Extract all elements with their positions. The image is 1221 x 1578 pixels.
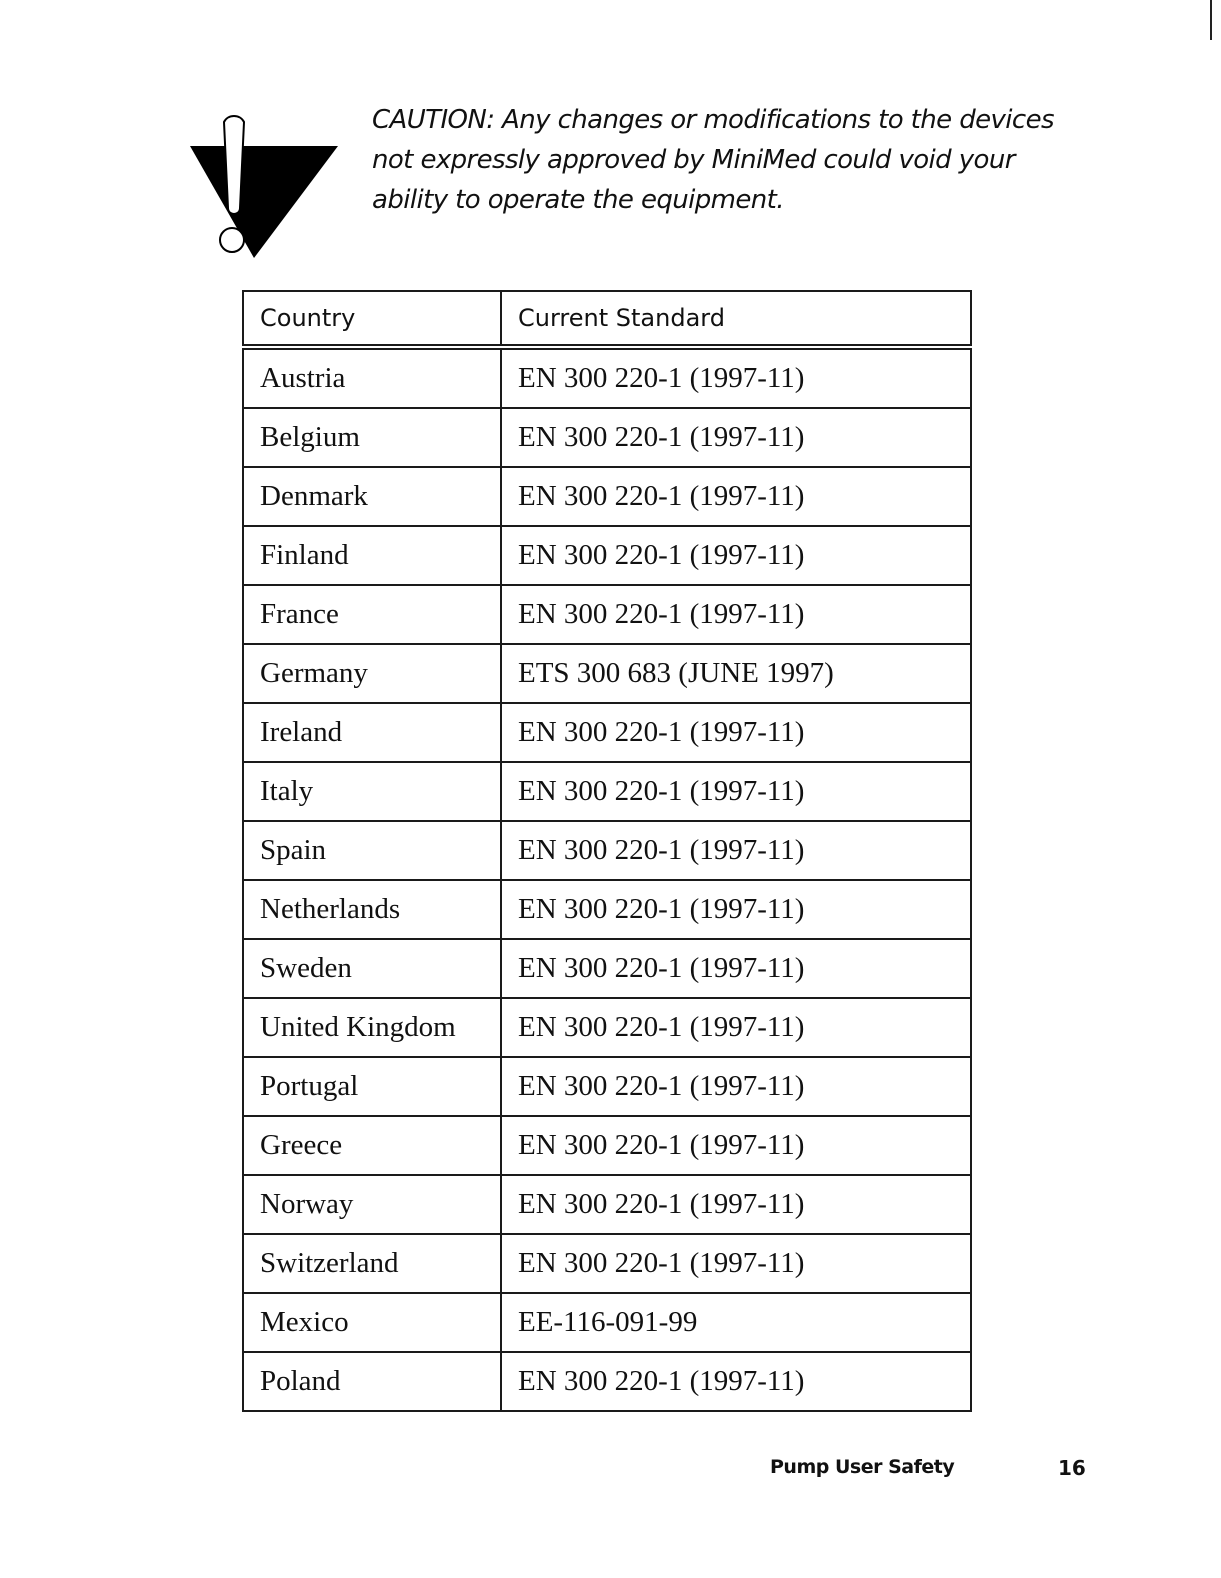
header-country: Country	[243, 291, 501, 347]
standard-cell: EN 300 220-1 (1997-11)	[501, 347, 971, 408]
caution-warning-icon	[188, 112, 340, 260]
country-cell: Italy	[243, 762, 501, 821]
country-cell: Germany	[243, 644, 501, 703]
table-row	[243, 644, 971, 703]
standard-cell: EN 300 220-1 (1997-11)	[501, 1352, 971, 1411]
table-row	[243, 1234, 971, 1293]
table-row	[243, 762, 971, 821]
table-row	[243, 998, 971, 1057]
country-cell: Mexico	[243, 1293, 501, 1352]
country-cell: Finland	[243, 526, 501, 585]
caution-notice: CAUTION: Any changes or modifications to the devices not expressly approved by MiniMed could void your ability to operate the equipment.	[372, 105, 1054, 215]
table-row	[243, 1116, 971, 1175]
standard-cell: EN 300 220-1 (1997-11)	[501, 585, 971, 644]
country-cell: Netherlands	[243, 880, 501, 939]
country-cell: France	[243, 585, 501, 644]
country-cell: Switzerland	[243, 1234, 501, 1293]
page-edge-mark	[1210, 0, 1212, 40]
standard-cell: EN 300 220-1 (1997-11)	[501, 408, 971, 467]
country-standards-table	[242, 290, 972, 1412]
table-row	[243, 703, 971, 762]
standard-cell: EN 300 220-1 (1997-11)	[501, 821, 971, 880]
country-cell: Portugal	[243, 1057, 501, 1116]
standard-cell: EN 300 220-1 (1997-11)	[501, 880, 971, 939]
table-row	[243, 585, 971, 644]
standard-cell: EN 300 220-1 (1997-11)	[501, 1234, 971, 1293]
table-row	[243, 1293, 971, 1352]
country-cell: Spain	[243, 821, 501, 880]
standard-cell: EN 300 220-1 (1997-11)	[501, 1175, 971, 1234]
table-row	[243, 880, 971, 939]
country-cell: Poland	[243, 1352, 501, 1411]
standard-cell: EN 300 220-1 (1997-11)	[501, 998, 971, 1057]
table-row	[243, 1175, 971, 1234]
table-row	[243, 347, 971, 408]
country-cell: United Kingdom	[243, 998, 501, 1057]
standard-cell: EN 300 220-1 (1997-11)	[501, 762, 971, 821]
country-cell: Ireland	[243, 703, 501, 762]
table-row	[243, 1352, 971, 1411]
table-row	[243, 939, 971, 998]
header-current-standard: Current Standard	[501, 291, 971, 347]
standard-cell: ETS 300 683 (JUNE 1997)	[501, 644, 971, 703]
table-row	[243, 526, 971, 585]
country-cell: Austria	[243, 347, 501, 408]
table-row	[243, 1057, 971, 1116]
standard-cell: EN 300 220-1 (1997-11)	[501, 526, 971, 585]
standard-cell: EN 300 220-1 (1997-11)	[501, 1057, 971, 1116]
standard-cell: EN 300 220-1 (1997-11)	[501, 939, 971, 998]
footer-section-title: Pump User Safety	[770, 1456, 955, 1478]
standard-cell: EN 300 220-1 (1997-11)	[501, 1116, 971, 1175]
country-cell: Belgium	[243, 408, 501, 467]
standard-cell: EE-116-091-99	[501, 1293, 971, 1352]
country-cell: Sweden	[243, 939, 501, 998]
page-number: 16	[1058, 1456, 1086, 1480]
table-row	[243, 467, 971, 526]
table-body	[243, 347, 971, 1411]
standard-cell: EN 300 220-1 (1997-11)	[501, 467, 971, 526]
table-row	[243, 408, 971, 467]
table-header-row	[243, 291, 971, 347]
country-cell: Norway	[243, 1175, 501, 1234]
country-cell: Greece	[243, 1116, 501, 1175]
standard-cell: EN 300 220-1 (1997-11)	[501, 703, 971, 762]
table-row	[243, 821, 971, 880]
country-cell: Denmark	[243, 467, 501, 526]
